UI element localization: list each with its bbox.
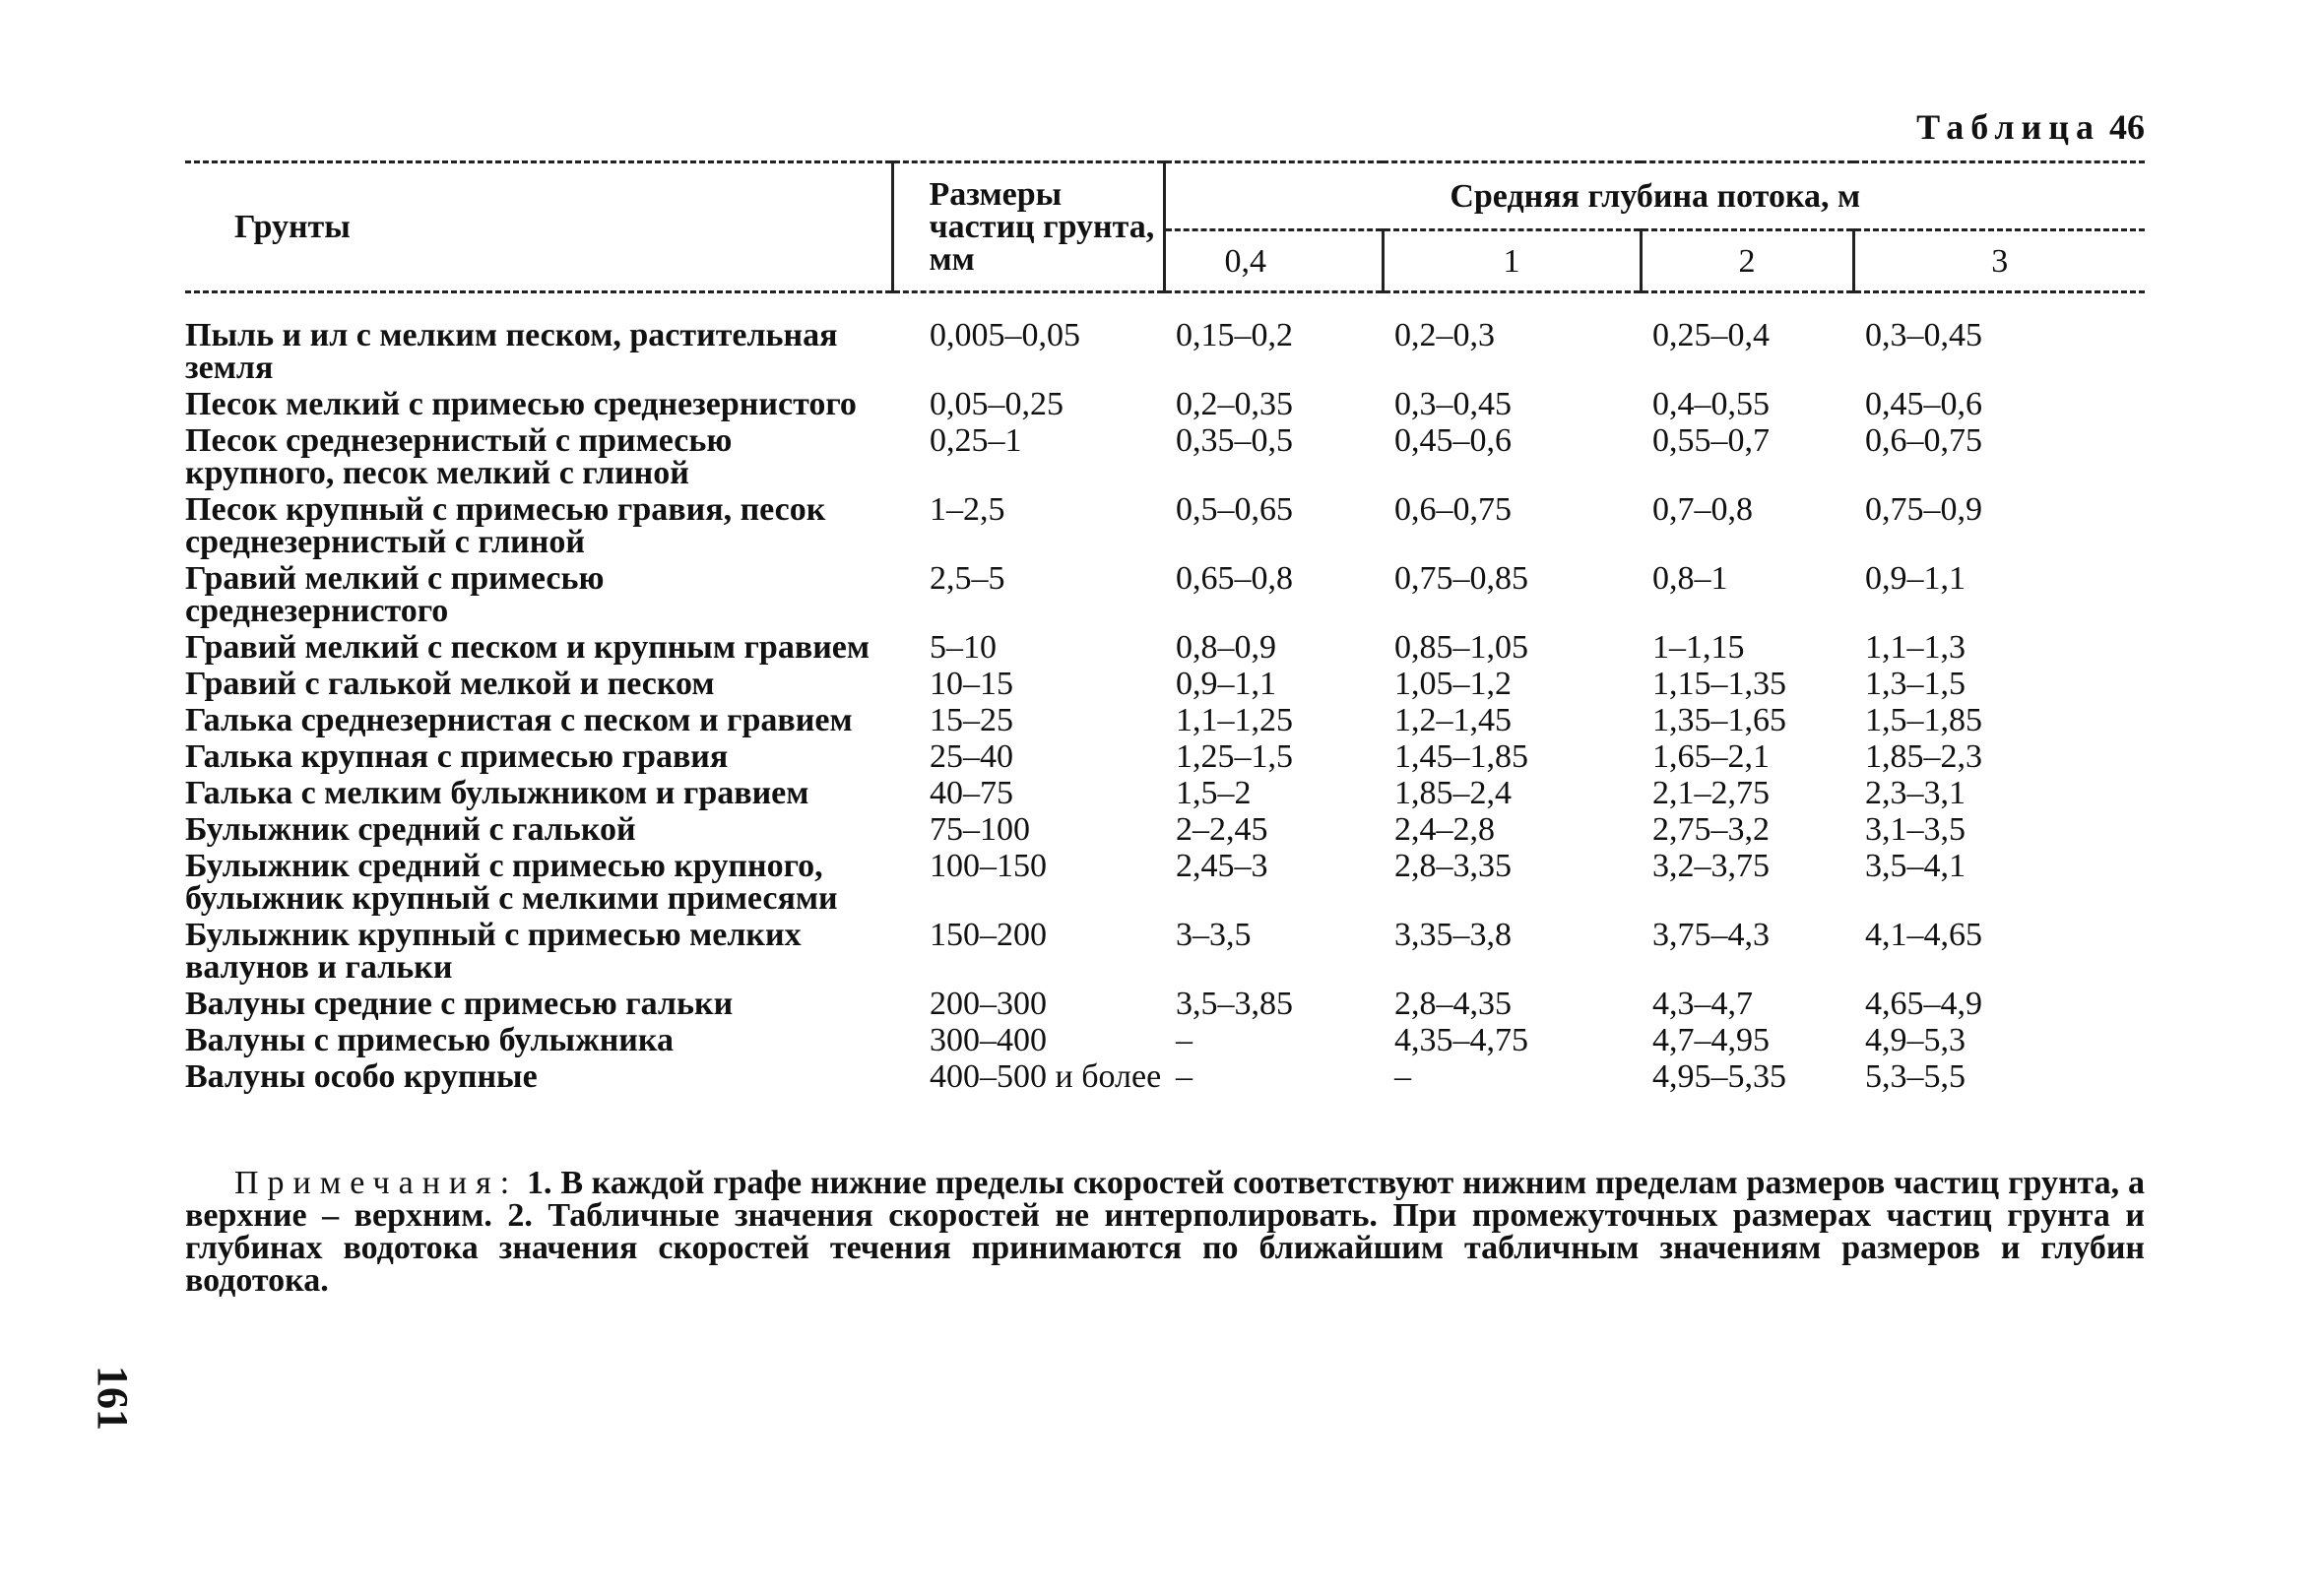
table-row xyxy=(185,1022,2145,1058)
depth-cell-0-4: 0,15–0,2 xyxy=(1176,317,1293,353)
page-number: 161 xyxy=(89,1366,138,1431)
depth-cell-1: 0,2–0,3 xyxy=(1394,317,1495,353)
size-cell: 100–150 xyxy=(930,848,1047,884)
table-caption-number: 46 xyxy=(2109,107,2145,147)
table-row xyxy=(185,317,2145,386)
soil-cell: Булыжник средний с примесью крупного, булыжник крупный с мелкими примесями xyxy=(185,848,838,917)
depth-cell-3: 0,75–0,9 xyxy=(1865,491,1982,528)
soil-cell: Песок крупный с примесью гравия, песок среднезернистый с глиной xyxy=(185,491,826,560)
depth-cell-2: 0,25–0,4 xyxy=(1652,317,1770,353)
depth-cell-0-4: 0,5–0,65 xyxy=(1176,491,1293,528)
depth-cell-3: 2,3–3,1 xyxy=(1865,775,1966,811)
velocity-table xyxy=(185,160,2145,1095)
size-cell: 0,05–0,25 xyxy=(930,386,1064,422)
table-row xyxy=(185,738,2145,775)
size-cell: 300–400 xyxy=(930,1022,1047,1058)
size-cell: 1–2,5 xyxy=(930,491,1005,528)
depth-cell-0-4: 0,9–1,1 xyxy=(1176,666,1276,702)
table-row xyxy=(185,848,2145,917)
depth-cell-2: 3,2–3,75 xyxy=(1652,848,1770,884)
depth-cell-2: 1,15–1,35 xyxy=(1652,666,1786,702)
size-cell: 0,005–0,05 xyxy=(930,317,1080,353)
soil-cell: Валуны средние с примесью гальки xyxy=(185,986,734,1022)
depth-cell-0-4: 1,1–1,25 xyxy=(1176,702,1293,738)
depth-cell-1: 4,35–4,75 xyxy=(1394,1022,1528,1058)
depth-cell-3: 0,9–1,1 xyxy=(1865,560,1966,597)
table-caption-word: Таблица xyxy=(1916,107,2100,147)
depth-cell-1: 1,85–2,4 xyxy=(1394,775,1512,811)
soil-cell: Булыжник средний с галькой xyxy=(185,811,636,848)
depth-cell-3: 4,1–4,65 xyxy=(1865,917,1982,953)
depth-cell-1: 1,05–1,2 xyxy=(1394,666,1512,702)
size-cell: 10–15 xyxy=(930,666,1013,702)
soil-cell: Галька среднезернистая с песком и гравием xyxy=(185,702,853,738)
header-depth-title: Средняя глубина потока, м xyxy=(1164,162,2145,230)
depth-cell-3: 1,3–1,5 xyxy=(1865,666,1966,702)
table-row xyxy=(185,1058,2145,1095)
table-caption xyxy=(1871,106,2145,148)
soil-cell: Пыль и ил с мелким песком, растительная земля xyxy=(185,317,838,386)
size-cell: 75–100 xyxy=(930,811,1030,848)
soil-cell: Гравий с галькой мелкой и песком xyxy=(185,666,715,702)
depth-cell-2: 4,95–5,35 xyxy=(1652,1058,1786,1095)
depth-cell-0-4: 2–2,45 xyxy=(1176,811,1268,848)
depth-cell-2: 1–1,15 xyxy=(1652,629,1745,666)
table-row xyxy=(185,422,2145,491)
depth-cell-2: 0,4–0,55 xyxy=(1652,386,1770,422)
depth-cell-0-4: 2,45–3 xyxy=(1176,848,1268,884)
depth-cell-0-4: 1,25–1,5 xyxy=(1176,738,1293,775)
depth-cell-0-4: 0,65–0,8 xyxy=(1176,560,1293,597)
depth-cell-1: – xyxy=(1394,1058,1411,1095)
depth-cell-1: 3,35–3,8 xyxy=(1394,917,1512,953)
depth-cell-2: 0,8–1 xyxy=(1652,560,1728,597)
soil-cell: Валуны особо крупные xyxy=(185,1058,538,1095)
table-row xyxy=(185,386,2145,422)
depth-cell-2: 0,55–0,7 xyxy=(1652,422,1770,459)
depth-cell-2: 1,35–1,65 xyxy=(1652,702,1786,738)
depth-cell-1: 2,8–3,35 xyxy=(1394,848,1512,884)
size-cell: 0,25–1 xyxy=(930,422,1022,459)
depth-cell-0-4: – xyxy=(1176,1058,1193,1095)
depth-cell-2: 1,65–2,1 xyxy=(1652,738,1770,775)
table-row xyxy=(185,560,2145,629)
soil-cell: Гравий мелкий с песком и крупным гравием xyxy=(185,629,870,666)
depth-cell-3: 4,9–5,3 xyxy=(1865,1022,1966,1058)
depth-cell-0-4: 1,5–2 xyxy=(1176,775,1252,811)
notes-lead: Примечания: xyxy=(234,1165,519,1201)
soil-cell: Гравий мелкий с примесью среднезернистого xyxy=(185,560,605,629)
soil-cell: Песок мелкий с примесью среднезернистого xyxy=(185,386,857,422)
depth-cell-2: 4,3–4,7 xyxy=(1652,986,1753,1022)
depth-cell-3: 0,6–0,75 xyxy=(1865,422,1982,459)
depth-cell-1: 2,4–2,8 xyxy=(1394,811,1495,848)
depth-cell-0-4: 3–3,5 xyxy=(1176,917,1252,953)
size-cell: 5–10 xyxy=(930,629,997,666)
notes-text: 1. В каждой графе нижние пределы скоростей соответствуют нижним пределам размеров частиц грунта, а верхние – верхним. 2. Табличные значения скоростей не интерполировать. При промежуточных размерах частиц грунта и глубинах водотока значения скоростей течения принимаются по ближайшим табличным значениям размеров и глубин водотока. xyxy=(185,1165,2145,1299)
depth-cell-3: 1,1–1,3 xyxy=(1865,629,1966,666)
depth-cell-3: 3,5–4,1 xyxy=(1865,848,1966,884)
depth-cell-1: 0,85–1,05 xyxy=(1394,629,1528,666)
depth-cell-3: 0,45–0,6 xyxy=(1865,386,1982,422)
header-depth-3: 2 xyxy=(1641,230,1853,292)
table-body xyxy=(185,292,2145,1096)
depth-cell-0-4: 3,5–3,85 xyxy=(1176,986,1293,1022)
depth-cell-3: 1,85–2,3 xyxy=(1865,738,1982,775)
header-size: Размеры частиц грунта, мм xyxy=(892,162,1164,292)
soil-cell: Галька крупная с примесью гравия xyxy=(185,738,729,775)
depth-cell-2: 4,7–4,95 xyxy=(1652,1022,1770,1058)
table-notes xyxy=(185,1167,2145,1297)
soil-cell: Валуны с примесью булыжника xyxy=(185,1022,674,1058)
table-row xyxy=(185,702,2145,738)
table-row xyxy=(185,629,2145,666)
header-depth-2: 1 xyxy=(1383,230,1641,292)
depth-cell-2: 3,75–4,3 xyxy=(1652,917,1770,953)
depth-cell-0-4: – xyxy=(1176,1022,1193,1058)
table-row xyxy=(185,666,2145,702)
size-cell: 40–75 xyxy=(930,775,1013,811)
depth-cell-2: 0,7–0,8 xyxy=(1652,491,1753,528)
depth-cell-0-4: 0,2–0,35 xyxy=(1176,386,1293,422)
depth-cell-1: 0,6–0,75 xyxy=(1394,491,1512,528)
table-row xyxy=(185,491,2145,560)
depth-cell-3: 1,5–1,85 xyxy=(1865,702,1982,738)
depth-cell-2: 2,75–3,2 xyxy=(1652,811,1770,848)
depth-cell-1: 1,2–1,45 xyxy=(1394,702,1512,738)
size-cell: 400–500 и более xyxy=(930,1058,1162,1095)
depth-cell-3: 5,3–5,5 xyxy=(1865,1058,1966,1095)
size-cell: 15–25 xyxy=(930,702,1013,738)
depth-cell-3: 3,1–3,5 xyxy=(1865,811,1966,848)
depth-cell-1: 0,75–0,85 xyxy=(1394,560,1528,597)
depth-cell-2: 2,1–2,75 xyxy=(1652,775,1770,811)
header-depth-1: 0,4 xyxy=(1164,230,1383,292)
header-depth-4: 3 xyxy=(1853,230,2145,292)
table-row xyxy=(185,775,2145,811)
table-row xyxy=(185,811,2145,848)
depth-cell-1: 0,3–0,45 xyxy=(1394,386,1512,422)
soil-cell: Песок среднезернистый с примесью крупного, песок мелкий с глиной xyxy=(185,422,733,491)
size-cell: 2,5–5 xyxy=(930,560,1005,597)
size-cell: 25–40 xyxy=(930,738,1013,775)
table-row xyxy=(185,917,2145,986)
size-cell: 150–200 xyxy=(930,917,1047,953)
depth-cell-1: 1,45–1,85 xyxy=(1394,738,1528,775)
header-soil: Грунты xyxy=(185,162,892,292)
depth-cell-0-4: 0,35–0,5 xyxy=(1176,422,1293,459)
soil-cell: Булыжник крупный с примесью мелких валунов и гальки xyxy=(185,917,802,986)
depth-cell-0-4: 0,8–0,9 xyxy=(1176,629,1276,666)
size-cell: 200–300 xyxy=(930,986,1047,1022)
depth-cell-1: 0,45–0,6 xyxy=(1394,422,1512,459)
depth-cell-1: 2,8–4,35 xyxy=(1394,986,1512,1022)
table-spacer xyxy=(185,292,2145,318)
depth-cell-3: 0,3–0,45 xyxy=(1865,317,1982,353)
table-header-row xyxy=(185,162,2145,230)
table-row xyxy=(185,986,2145,1022)
soil-cell: Галька с мелким булыжником и гравием xyxy=(185,775,809,811)
depth-cell-3: 4,65–4,9 xyxy=(1865,986,1982,1022)
